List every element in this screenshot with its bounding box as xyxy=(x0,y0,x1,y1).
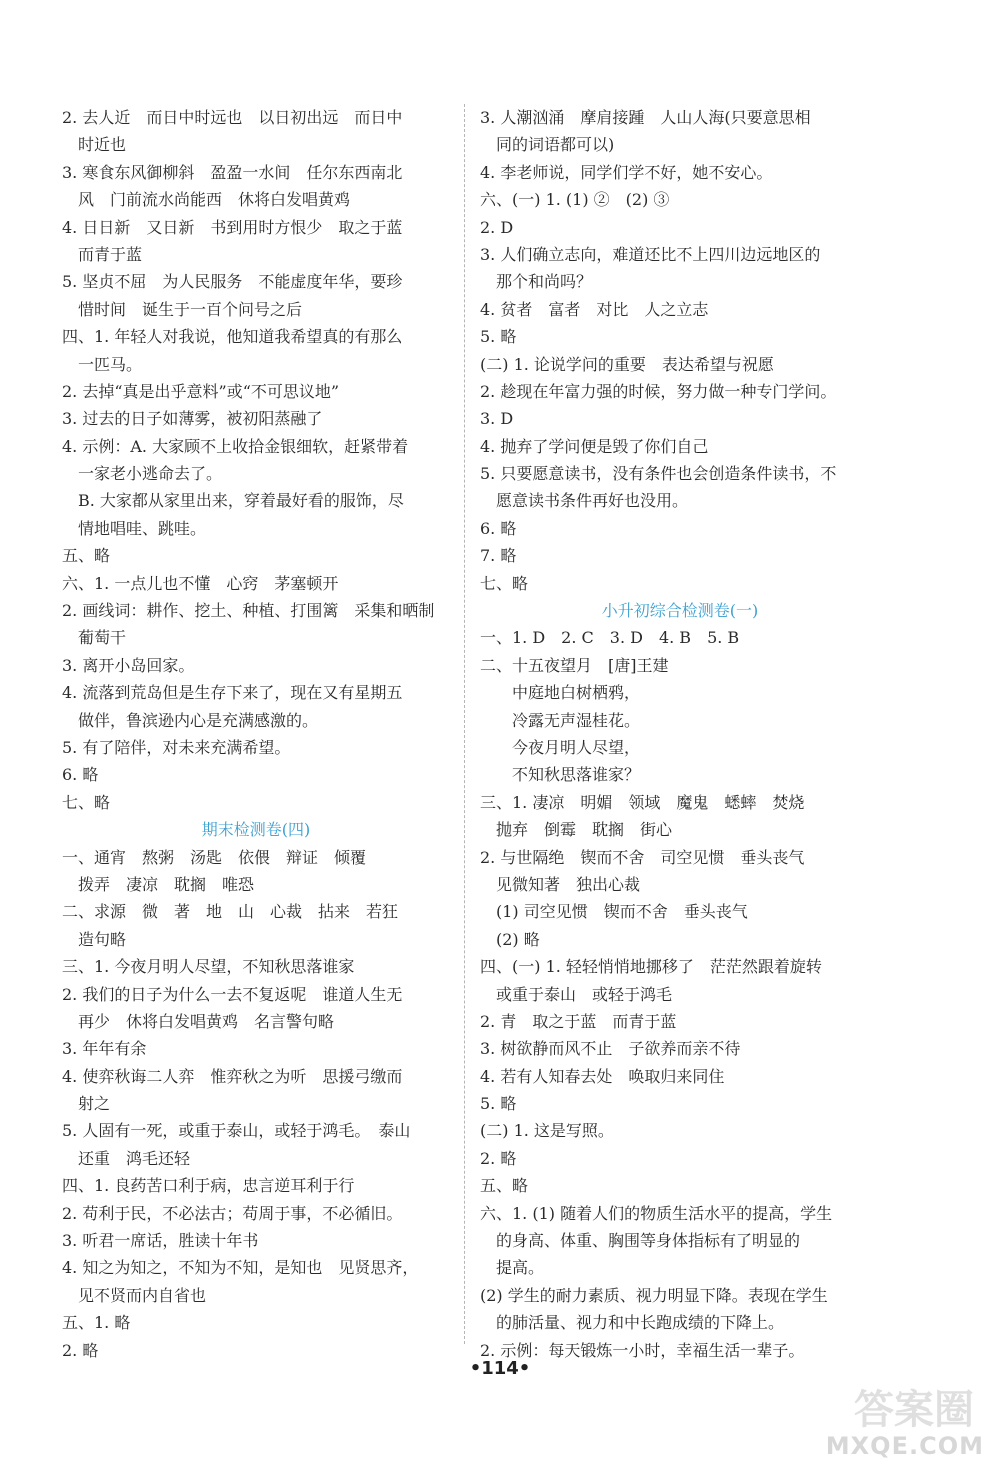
answer-line: 六、(一) 1. (1) ② (2) ③ xyxy=(480,190,670,210)
answer-line: 五、略 xyxy=(480,1176,529,1196)
column-divider xyxy=(464,104,465,1344)
answer-line: 3. 树欲静而风不止 子欲养而亲不待 xyxy=(480,1039,741,1059)
answer-line: 7. 略 xyxy=(480,546,517,566)
answer-line: 三、1. 今夜月明人尽望，不知秋思落谁家 xyxy=(62,957,355,977)
answer-line: 4. 日日新 又日新 书到用时方恨少 取之于蓝 xyxy=(62,217,403,237)
answer-line: 2. 青 取之于蓝 而青于蓝 xyxy=(480,1011,677,1031)
answer-line: 3. 人潮汹涌 摩肩接踵 人山人海(只要意思相 xyxy=(480,108,811,127)
answer-line: 5. 略 xyxy=(480,327,517,347)
answer-line: 5. 坚贞不屈 为人民服务 不能虚度年华，要珍 xyxy=(62,272,403,292)
watermark-logo xyxy=(774,1378,984,1462)
answer-line: 5. 只要愿意读书，没有条件也会创造条件读书，不 xyxy=(480,464,837,484)
section-title: 小升初综合检测卷(一) xyxy=(601,601,759,621)
answer-line: 4. 抛弃了学问便是毁了你们自己 xyxy=(480,436,709,456)
answer-line: 六、1. (1) 随着人们的物质生活水平的提高，学生 xyxy=(480,1203,833,1223)
answer-line: 4. 使弈秋诲二人弈 惟弈秋之为听 思援弓缴而 xyxy=(62,1066,403,1086)
answer-line: 3. 人们确立志向，难道还比不上四川边远地区的 xyxy=(480,244,821,264)
answer-line: 射之 xyxy=(62,1094,111,1114)
answer-line: (2) 略 xyxy=(480,929,540,949)
answer-line: 愿意读书条件再好也没用。 xyxy=(480,491,689,511)
answer-line: 的身高、体重、胸围等身体指标有了明显的 xyxy=(480,1231,801,1251)
answer-line: 拨弄 凄凉 耽搁 唯恐 xyxy=(62,874,255,894)
answer-line: 2. 画线词：耕作、挖土、种植、打围篱 采集和晒制 xyxy=(62,601,435,621)
answer-line: 2. 我们的日子为什么一去不复返呢 谁道人生无 xyxy=(62,984,403,1004)
answer-line: 的肺活量、视力和中长跑成绩的下降上。 xyxy=(480,1313,785,1333)
answer-line: 五、略 xyxy=(62,546,111,566)
answer-line: 2. 去人近 而日中时远也 以日初出远 而日中 xyxy=(62,108,403,127)
answer-line: 提高。 xyxy=(480,1258,545,1278)
answer-line: 五、1. 略 xyxy=(62,1313,131,1333)
answer-line: 情地唱哇、跳哇。 xyxy=(62,518,207,538)
answer-line: 或重于泰山 或轻于鸿毛 xyxy=(480,984,673,1004)
answer-line: 再少 休将白发唱黄鸡 名言警句略 xyxy=(62,1011,335,1031)
answer-line: 2. D xyxy=(480,217,514,237)
answer-line: 三、1. 凄凉 明媚 领域 魔鬼 蟋蟀 焚烧 xyxy=(480,792,805,812)
answer-line: (二) 1. 这是写照。 xyxy=(480,1121,614,1141)
answer-line: 不知秋思落谁家？ xyxy=(480,765,641,785)
section-title: 期末检测卷(四) xyxy=(201,820,311,840)
answer-line: 葡萄干 xyxy=(62,628,127,648)
answer-line: 4. 示例：A. 大家顾不上收拾金银细软，赶紧带着 xyxy=(62,436,409,456)
page-number: •114• xyxy=(469,1358,531,1379)
answer-line: B. 大家都从家里出来，穿着最好看的服饰，尽 xyxy=(62,491,404,511)
answer-line: 2. 去掉“真是出乎意料”或“不可思议地” xyxy=(62,381,340,401)
answer-line: 抛弃 倒霉 耽搁 街心 xyxy=(480,820,673,840)
left-answer-column xyxy=(62,104,450,1364)
watermark-site-text: MXQE.COM xyxy=(825,1432,984,1460)
answer-line: 3. D xyxy=(480,409,514,429)
answer-line: 4. 李老师说，同学们学不好，她不安心。 xyxy=(480,162,773,182)
answer-line: 二、十五夜望月 [唐]王建 xyxy=(480,655,669,675)
answer-line: 3. 听君一席话，胜读十年书 xyxy=(62,1231,259,1251)
answer-line: 而青于蓝 xyxy=(62,244,143,264)
answer-line: 四、1. 良药苦口利于病，忠言逆耳利于行 xyxy=(62,1176,355,1196)
answer-line: 中庭地白树栖鸦， xyxy=(480,683,641,703)
answer-line: 七、略 xyxy=(480,573,529,593)
answer-line: 做伴，鲁滨逊内心是充满感激的。 xyxy=(62,710,319,730)
watermark-logo-text: 答案圈 xyxy=(854,1387,974,1433)
answer-line: 惜时间 诞生于一百个问号之后 xyxy=(62,299,303,319)
answer-line: 3. 年年有余 xyxy=(62,1039,147,1059)
answer-line: 6. 略 xyxy=(480,518,517,538)
answer-line: 4. 知之为知之，不知为不知，是知也 见贤思齐， xyxy=(62,1258,419,1278)
answer-line: 四、1. 年轻人对我说，他知道我希望真的有那么 xyxy=(62,327,403,347)
answer-line: 见微知著 独出心裁 xyxy=(480,874,641,894)
answer-line: (二) 1. 论说学问的重要 表达希望与祝愿 xyxy=(480,354,774,374)
answer-line: 4. 流落到荒岛但是生存下来了，现在又有星期五 xyxy=(62,683,403,703)
answer-line: (2) 学生的耐力素质、视力明显下降。表现在学生 xyxy=(480,1285,828,1305)
answer-line: 一家老小逃命去了。 xyxy=(62,464,223,484)
answer-line: 2. 示例：每天锻炼一小时，幸福生活一辈子。 xyxy=(480,1340,805,1360)
answer-line: 那个和尚吗？ xyxy=(480,272,593,292)
answer-line: 四、(一) 1. 轻轻悄悄地挪移了 茫茫然跟着旋转 xyxy=(480,957,822,977)
answer-line: 2. 略 xyxy=(62,1340,99,1360)
answer-line: 4. 贫者 富者 对比 人之立志 xyxy=(480,299,709,319)
answer-line: 风 门前流水尚能西 休将白发唱黄鸡 xyxy=(62,190,351,210)
answer-line: 6. 略 xyxy=(62,765,99,785)
answer-line: 5. 有了陪伴，对未来充满希望。 xyxy=(62,737,291,757)
answer-line: 一、通宵 熬粥 汤匙 依偎 辩证 倾覆 xyxy=(62,847,367,867)
answer-line: 冷露无声湿桂花。 xyxy=(480,710,641,730)
answer-line: 时近也 xyxy=(62,135,127,155)
answer-line: 2. 略 xyxy=(480,1148,517,1168)
right-answer-column xyxy=(480,104,880,1364)
answer-line: 还重 鸿毛还轻 xyxy=(62,1148,191,1168)
answer-line: 一匹马。 xyxy=(62,354,143,374)
answer-line: 见不贤而内自省也 xyxy=(62,1285,207,1305)
answer-line: 今夜月明人尽望， xyxy=(480,737,641,757)
answer-line: 六、1. 一点儿也不懂 心窍 茅塞顿开 xyxy=(62,573,339,593)
answer-line: 3. 寒食东风御柳斜 盈盈一水间 任尔东西南北 xyxy=(62,162,403,182)
answer-line: 4. 若有人知春去处 唤取归来同住 xyxy=(480,1066,725,1086)
answer-line: 2. 与世隔绝 锲而不舍 司空见惯 垂头丧气 xyxy=(480,847,805,867)
answer-line: 2. 趁现在年富力强的时候，努力做一种专门学问。 xyxy=(480,381,837,401)
answer-line: 5. 人固有一死，或重于泰山，或轻于鸿毛。 泰山 xyxy=(62,1121,411,1141)
answer-line: 同的词语都可以) xyxy=(480,135,615,155)
answer-line: (1) 司空见惯 锲而不舍 垂头丧气 xyxy=(480,902,748,922)
answer-line: 造句略 xyxy=(62,929,127,949)
answer-line: 一、1. D 2. C 3. D 4. B 5. B xyxy=(480,628,740,648)
answer-line: 2. 苟利于民，不必法古；苟周于事，不必循旧。 xyxy=(62,1203,403,1223)
answer-line: 3. 离开小岛回家。 xyxy=(62,655,195,675)
answer-line: 5. 略 xyxy=(480,1094,517,1114)
answer-line: 七、略 xyxy=(62,792,111,812)
answer-line: 3. 过去的日子如薄雾，被初阳蒸融了 xyxy=(62,409,323,429)
answer-line: 二、求源 微 著 地 山 心裁 拈来 若狂 xyxy=(62,902,399,922)
